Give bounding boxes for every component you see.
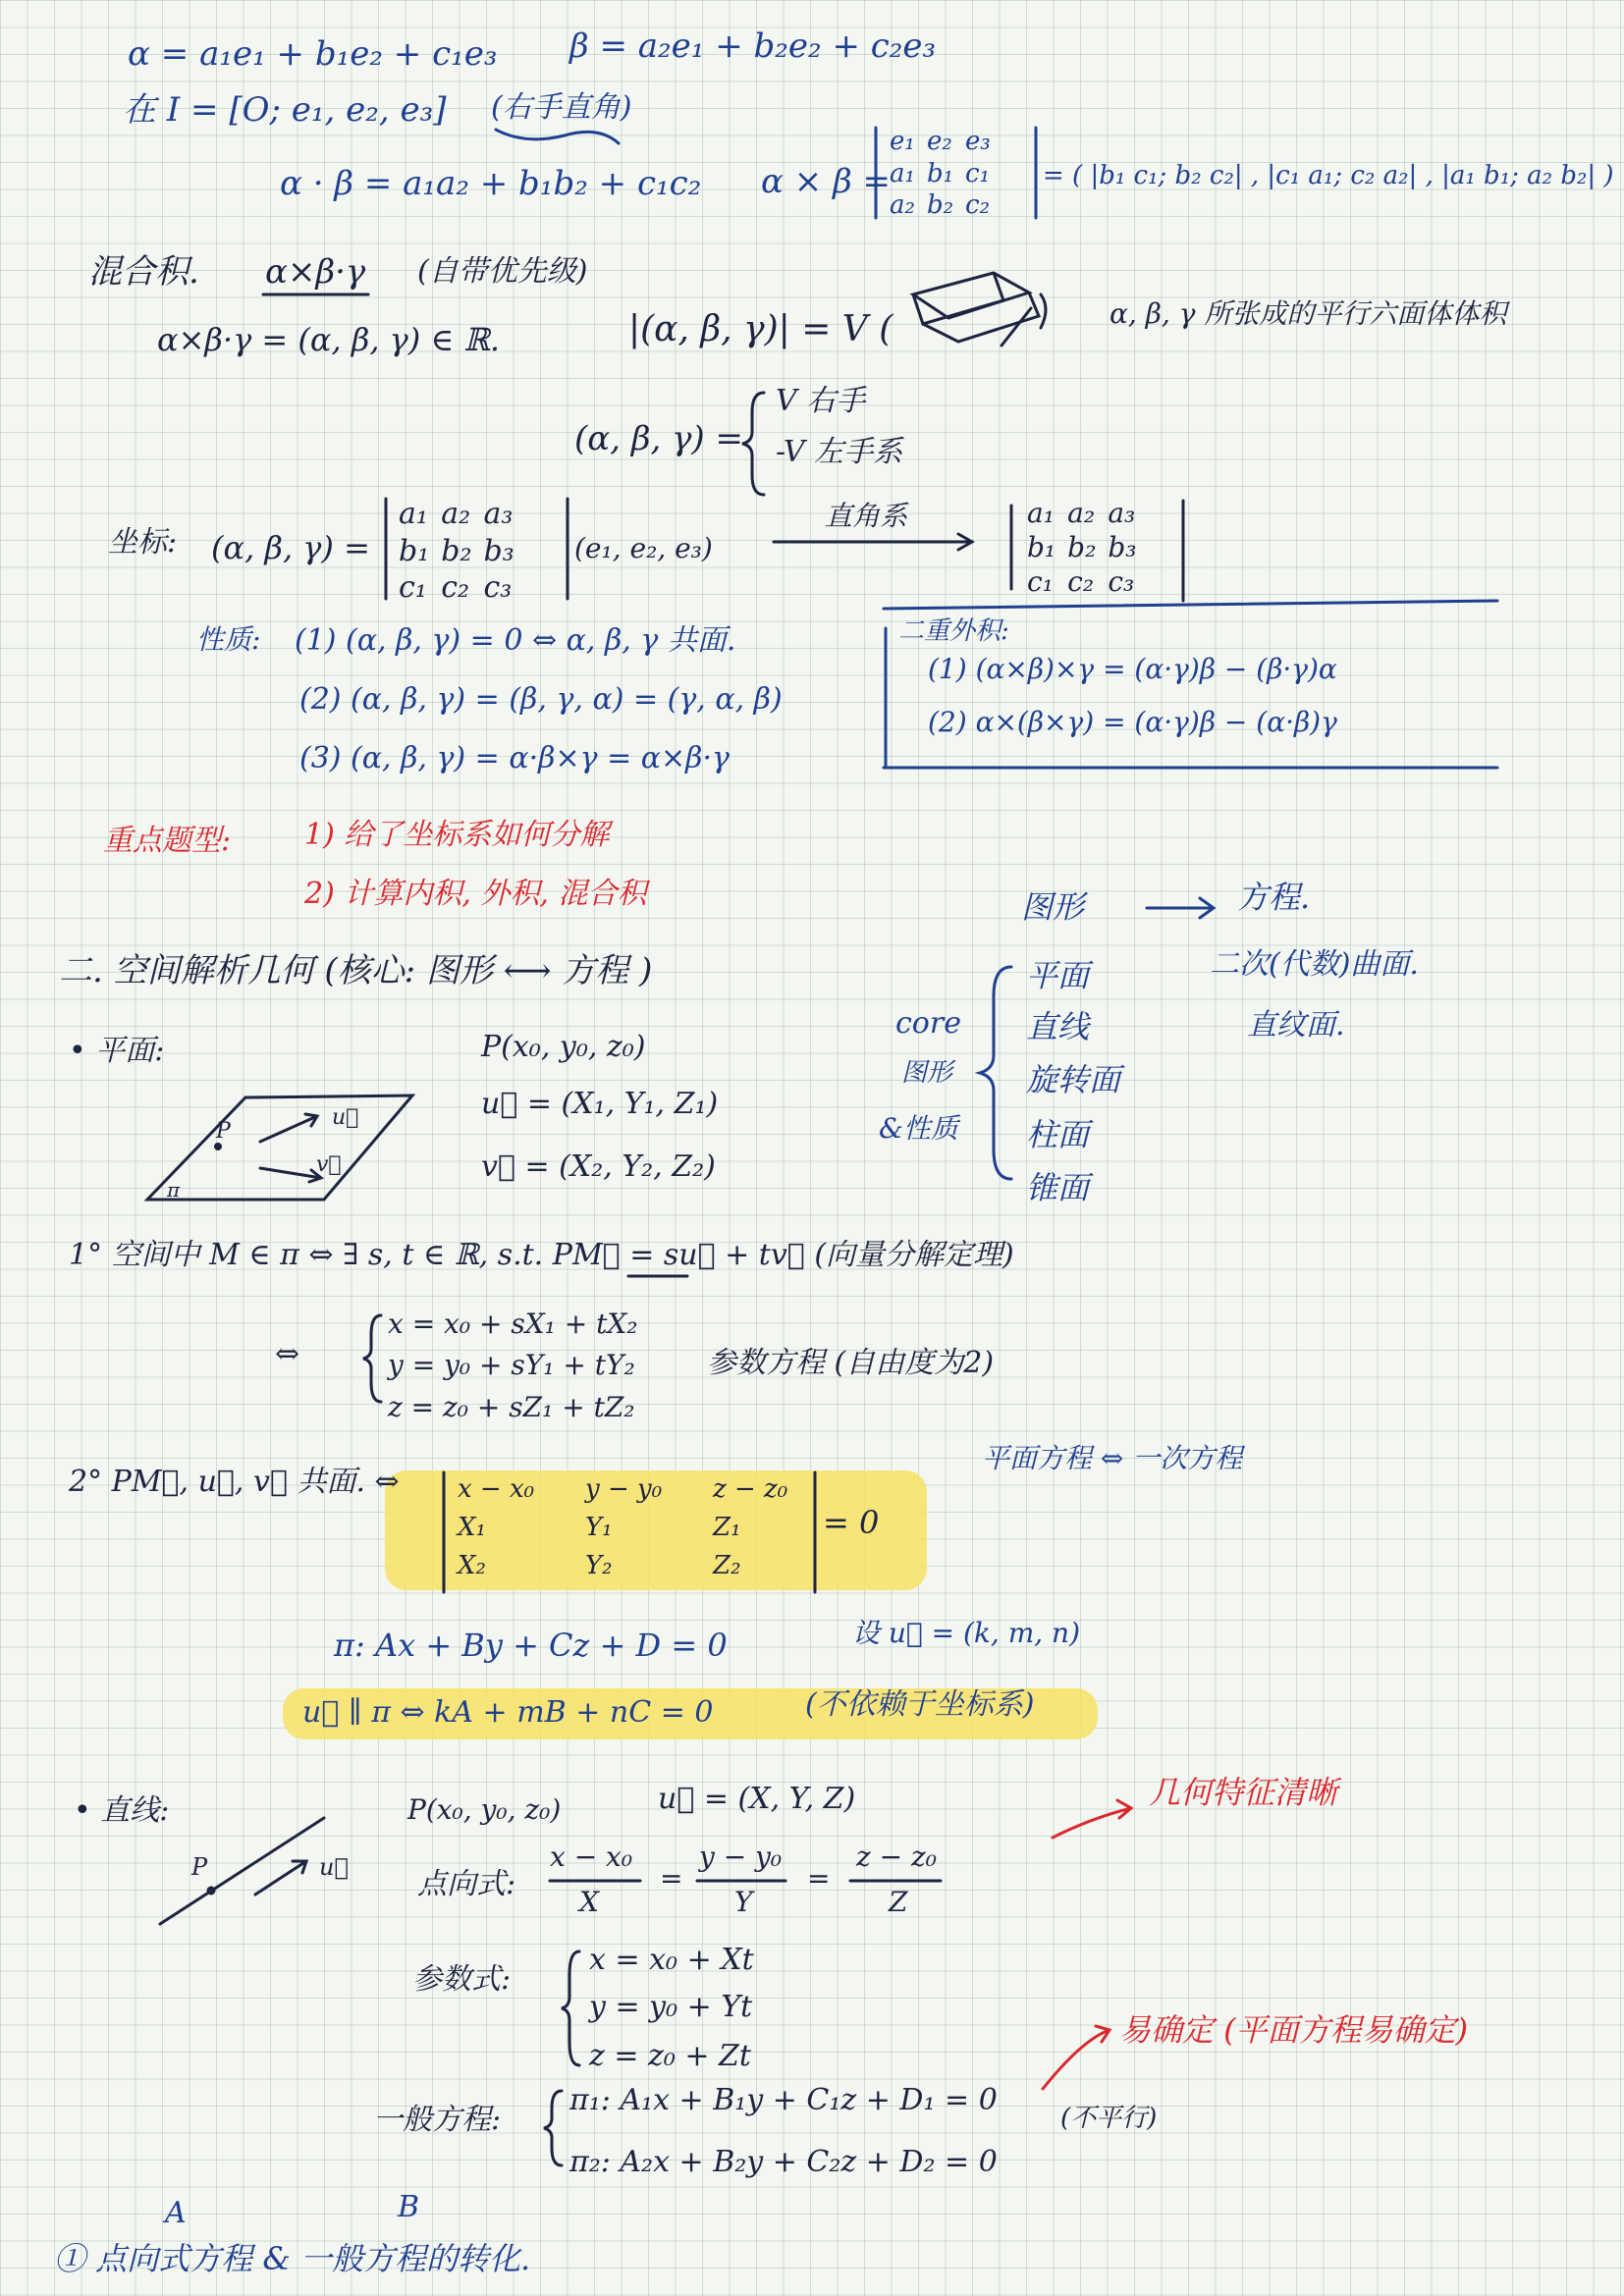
coordinate-label: 坐标: (108, 525, 178, 560)
property-3: (3) (α, β, γ) = α·β×γ = α×β·γ (299, 741, 730, 775)
line-param-z: z = z₀ + Zt (589, 2039, 751, 2073)
triple-box-top (884, 601, 1497, 609)
red-note-easy: 易确定 (平面方程易确定) (1119, 2011, 1469, 2049)
fraction-3-denominator: Z (889, 1886, 908, 1918)
quadric-surface: 二次(代数)曲面. (1210, 947, 1419, 982)
sign-case-right: V 右手 (776, 384, 866, 418)
underbrace-stroke (496, 130, 619, 143)
cross-product-lhs: α × β = (761, 162, 892, 201)
core-label: core (895, 1006, 961, 1041)
line-figure-u-arrow (255, 1861, 306, 1895)
mixed-product-definition: α×β·γ = (α, β, γ) ∈ ℝ. (157, 321, 501, 358)
general-eq-brace (544, 2091, 562, 2165)
figure-line-point-label: P (191, 1853, 208, 1881)
list-line: 直线 (1026, 1008, 1090, 1045)
general-plane-2: π₂: A₂x + B₂y + C₂z + D₂ = 0 (569, 2145, 998, 2179)
graph-label: 图形 (1021, 888, 1085, 926)
line-param-x: x = x₀ + Xt (589, 1943, 754, 1977)
plane-figure-outline (147, 1095, 412, 1200)
line-param-brace (562, 1951, 579, 2065)
volume-note: α, β, γ 所张成的平行六面体体积 (1110, 297, 1507, 330)
line-label: • 直线: (74, 1793, 170, 1828)
property-1: (1) (α, β, γ) = 0 ⇔ α, β, γ 共面. (295, 623, 736, 658)
line-point: P(x₀, y₀, z₀) (407, 1793, 562, 1826)
coordinate-matrix: a₁ a₂ a₃ b₁ b₂ b₃ c₁ c₂ c₃ (399, 497, 514, 605)
equals-1: = (660, 1862, 683, 1895)
general-equation-label: 一般方程: (373, 2103, 502, 2137)
figure-plane-u-label: u⃗ (332, 1105, 359, 1130)
plane-general-equation: π: Ax + By + Cz + D = 0 (334, 1627, 728, 1664)
parametric-z: z = z₀ + sZ₁ + tZ₂ (388, 1391, 635, 1423)
plane-label: • 平面: (69, 1034, 165, 1068)
line-direction: u⃗ = (X, Y, Z) (658, 1782, 856, 1816)
not-parallel-note: (不平行) (1060, 2104, 1158, 2133)
mixed-product-expr: α×β·γ (265, 252, 366, 292)
triple-box-title: 二重外积: (898, 616, 1009, 646)
line-param-y: y = y₀ + Yt (589, 1990, 753, 2024)
section-title: 二. 空间解析几何 (核心: 图形 ⟷ 方程 ) (59, 951, 653, 990)
volume-formula: |(α, β, γ)| = V ( (628, 309, 893, 349)
plane-condition-1: 1° 空间中 M ∈ π ⇔ ∃ s, t ∈ ℝ, s.t. PM⃗ = su⃗ + tv⃗ (向量分解定理) (69, 1238, 1014, 1272)
alpha-definition: α = a₁e₁ + b₁e₂ + c₁e₃ (128, 34, 498, 74)
marker-a: A (165, 2196, 187, 2230)
sign-lhs: (α, β, γ) = (574, 419, 743, 458)
coordinate-frame: 在 I = [O; e₁, e₂, e₃] (123, 90, 447, 130)
figure-plane-v-label: v⃗ (316, 1152, 342, 1177)
figure-plane-pi-label: π (167, 1178, 181, 1201)
cross-product-matrix: e₁ e₂ e₃ a₁ b₁ c₁ a₂ b₂ c₂ (890, 127, 991, 220)
property-2: (2) (α, β, γ) = (β, γ, α) = (γ, α, β) (299, 682, 783, 717)
core-label-property: &性质 (879, 1112, 958, 1145)
cross-product-rhs: = ( |b₁ c₁; b₂ c₂| , |c₁ a₁; c₂ a₂| , |a₁ b₁; a₂ b₂| ) (1043, 161, 1614, 190)
figure-plane-point-label: P (216, 1119, 231, 1144)
general-plane-1: π₁: A₁x + B₁y + C₁z + D₁ = 0 (569, 2083, 998, 2117)
coordinate-matrix-orthogonal: a₁ a₂ a₃ b₁ b₂ b₃ c₁ c₂ c₃ (1027, 497, 1137, 598)
equation-label: 方程. (1237, 879, 1311, 916)
red-arrow-geometric (1053, 1800, 1131, 1838)
key-point-1: 1) 给了坐标系如何分解 (304, 818, 610, 852)
list-cylinder: 柱面 (1026, 1116, 1090, 1153)
determinant-rhs: = 0 (823, 1504, 880, 1541)
line-figure-stroke (160, 1818, 324, 1924)
orthogonal-arrow-label: 直角系 (825, 500, 908, 532)
parametric-brace (363, 1315, 381, 1402)
frame-note: (右手直角) (491, 90, 632, 125)
volume-paren (1041, 294, 1046, 328)
key-point-2: 2) 计算内积, 外积, 混合积 (304, 877, 647, 911)
line-param-label: 参数式: (412, 1962, 512, 1997)
parametric-x: x = x₀ + sX₁ + tX₂ (388, 1308, 638, 1340)
core-label-graph: 图形 (901, 1058, 953, 1088)
mixed-product-title: 混合积. (88, 252, 199, 292)
fraction-3-numerator: z − z₀ (856, 1841, 937, 1873)
properties-label: 性质: (196, 623, 261, 656)
plane-direction-vector: 设 u⃗ = (k, m, n) (852, 1617, 1080, 1649)
list-cone: 锥面 (1026, 1169, 1090, 1206)
parallelepiped-sketch (913, 273, 1039, 342)
key-points-label: 重点题型: (103, 824, 232, 858)
plane-vector-u: u⃗ = (X₁, Y₁, Z₁) (481, 1087, 719, 1121)
parallel-condition: u⃗ ∥ π ⇔ kA + mB + nC = 0 (302, 1695, 714, 1730)
marker-b: B (398, 2190, 420, 2224)
red-arrow-easy (1043, 2026, 1110, 2089)
fraction-2-numerator: y − y₀ (699, 1841, 783, 1873)
triple-formula-2: (2) α×(β×γ) = (α·γ)β − (α·β)γ (928, 706, 1337, 738)
coordinate-lhs: (α, β, γ) = (211, 529, 370, 566)
plane-figure-u-arrow (260, 1114, 317, 1142)
red-note-geometric: 几何特征清晰 (1149, 1774, 1338, 1811)
figure-line-u-label: u⃗ (319, 1853, 349, 1881)
mixed-product-note: (自带优先级) (417, 254, 588, 289)
ruled-surface: 直纹面. (1247, 1008, 1345, 1042)
parametric-y: y = y₀ + sY₁ + tY₂ (388, 1349, 635, 1381)
list-plane: 平面 (1026, 957, 1090, 994)
core-brace (980, 967, 1011, 1179)
equals-2: = (807, 1862, 831, 1895)
plane-figure-v-arrow (260, 1168, 321, 1182)
plane-condition-2: 2° PM⃗, u⃗, v⃗ 共面. ⇔ (69, 1465, 400, 1499)
triple-formula-1: (1) (α×β)×γ = (α·γ)β − (β·γ)α (928, 653, 1337, 685)
beta-definition: β = a₂e₁ + b₂e₂ + c₂e₃ (569, 27, 937, 66)
plane-vector-v: v⃗ = (X₂, Y₂, Z₂) (481, 1149, 716, 1184)
coordinate-basis: (e₁, e₂, e₃) (574, 532, 713, 564)
fraction-1-denominator: X (579, 1886, 599, 1918)
line-figure-point (208, 1888, 214, 1894)
plane-equation-note: 平面方程 ⇔ 一次方程 (982, 1442, 1243, 1474)
point-direction-label: 点向式: (417, 1867, 516, 1901)
parametric-note: 参数方程 (自由度为2) (707, 1346, 995, 1380)
dot-product: α · β = a₁a₂ + b₁b₂ + c₁c₂ (280, 164, 702, 203)
sign-brace (742, 393, 764, 495)
plane-determinant: x − x₀ y − y₀ z − z₀ X₁ Y₁ Z₁ X₂ Y₂ Z₂ (458, 1474, 788, 1580)
sign-case-left: -V 左手系 (776, 435, 903, 469)
parametric-iff: ⇔ (275, 1337, 300, 1371)
fraction-2-denominator: Y (734, 1886, 753, 1918)
list-rotation-surface: 旋转面 (1026, 1061, 1121, 1098)
parallel-note: (不依赖于坐标系) (805, 1687, 1035, 1722)
plane-figure-point (216, 1145, 221, 1149)
plane-point: P(x₀, y₀, z₀) (481, 1030, 646, 1064)
footer-note: ① 点向式方程 & 一般方程的转化. (54, 2240, 531, 2277)
fraction-1-numerator: x − x₀ (550, 1841, 633, 1873)
